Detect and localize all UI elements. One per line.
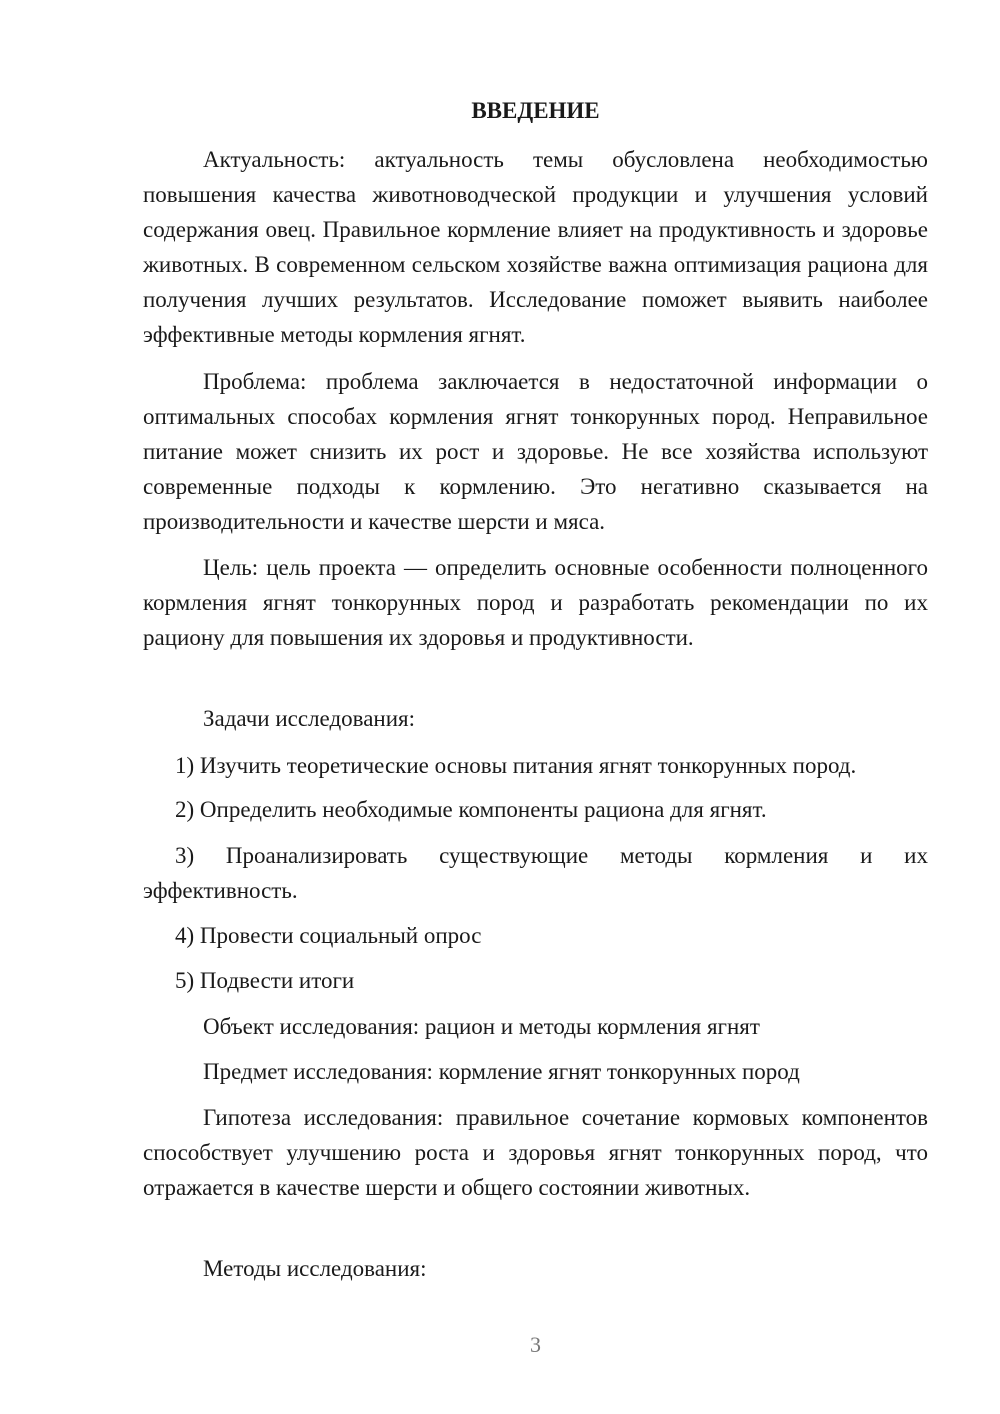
- research-object: Объект исследования: рацион и методы кормления ягнят: [203, 1014, 760, 1039]
- task-item-4-block: [143, 918, 928, 953]
- task-item: 1) Изучить теоретические основы питания ягнят тонкорунных пород.: [175, 753, 857, 778]
- task-item: 5) Подвести итоги: [175, 968, 355, 993]
- task-item: 3) Проанализировать существующие методы кормления и их эффективность.: [143, 843, 928, 903]
- task-item: 2) Определить необходимые компоненты рациона для ягнят.: [175, 797, 767, 822]
- task-item-1-block: [143, 748, 928, 783]
- task-item-5-block: [143, 963, 928, 998]
- section-heading: ВВЕДЕНИЕ: [471, 98, 600, 123]
- hypothesis-block: [143, 1100, 928, 1205]
- problem-paragraph: Проблема: проблема заключается в недостаточной информации о оптимальных способах кормления ягнят тонкорунных пород. Неправильное питание может снизить их рост и здоровье. Не все хозяйства используют современные подходы к кормлению. Это негативно сказывается на производительности и качестве шерсти и мяса.: [143, 369, 928, 534]
- body-text-problem: [143, 364, 928, 539]
- task-item: 4) Провести социальный опрос: [175, 923, 482, 948]
- relevance-paragraph: Актуальность: актуальность темы обусловлена необходимостью повышения качества животноводческой продукции и улучшения условий содержания овец. Правильное кормление влияет на продуктивность и здоровье животных. В современном сельском хозяйстве важна оптимизация рациона для получения лучших результатов. Исследование поможет выявить наиболее эффективные методы кормления ягнят.: [143, 147, 928, 347]
- tasks-heading: Задачи исследования:: [203, 706, 416, 731]
- goal-paragraph: Цель: цель проекта — определить основные особенности полноценного кормления ягнят тонкорунных пород и разработать рекомендации по их рациону для повышения их здоровья и продуктивности.: [143, 555, 928, 650]
- methods-heading-block: [143, 1251, 928, 1286]
- subject-block: [143, 1054, 928, 1089]
- object-block: [143, 1009, 928, 1044]
- tasks-heading-block: [143, 701, 928, 736]
- task-item-3-block: [143, 838, 928, 908]
- body-text-goal: [143, 550, 928, 655]
- methods-heading: Методы исследования:: [203, 1256, 427, 1281]
- page-number: 3: [530, 1332, 541, 1357]
- hypothesis-paragraph: Гипотеза исследования: правильное сочетание кормовых компонентов способствует улучшению роста и здоровья ягнят тонкорунных пород, что отражается в качестве шерсти и общего состоянии животных.: [143, 1105, 928, 1200]
- task-item-2-block: [143, 792, 928, 827]
- body-text: [143, 142, 928, 352]
- research-subject: Предмет исследования: кормление ягнят тонкорунных пород: [203, 1059, 800, 1084]
